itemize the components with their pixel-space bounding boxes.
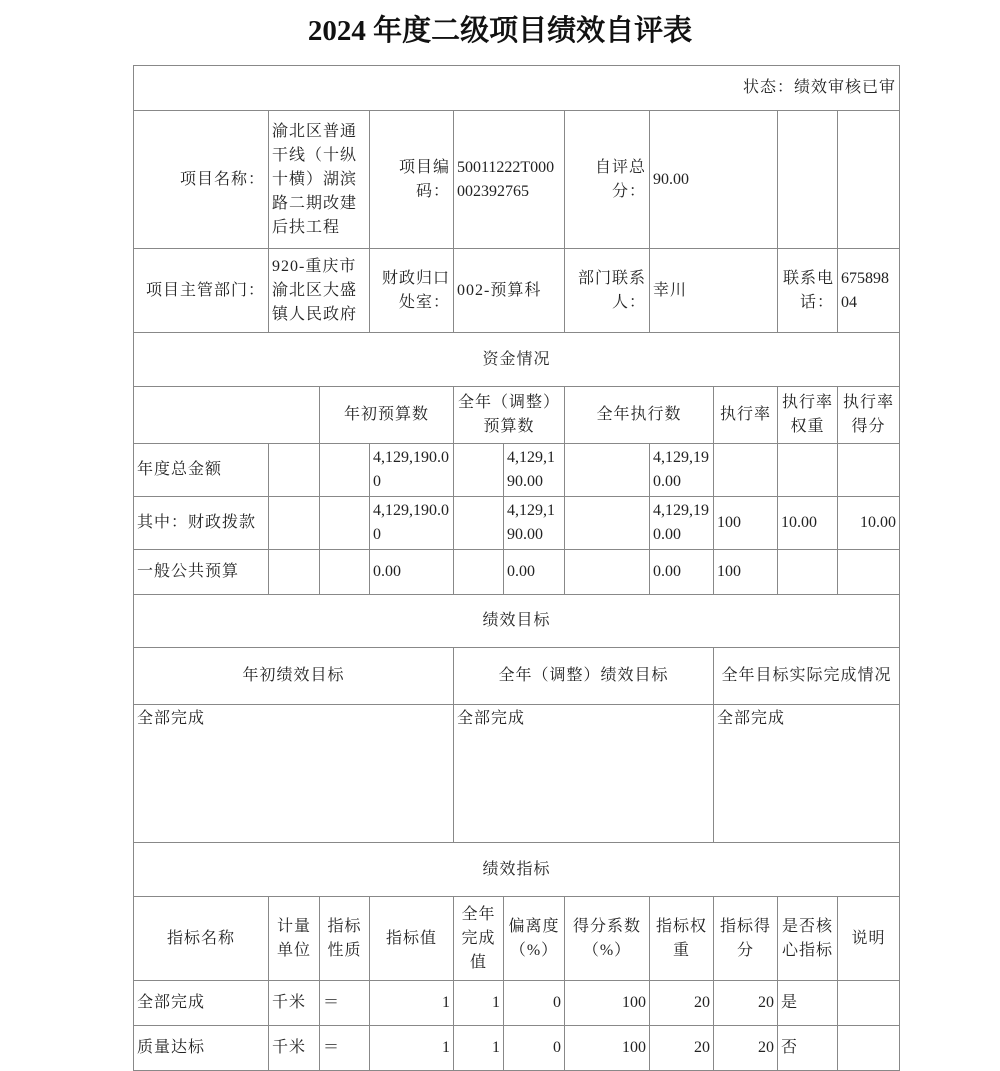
phone-label: 联系电话： <box>778 249 838 333</box>
indicator-name: 全部完成 <box>134 981 269 1026</box>
funds-header: 执行率得分 <box>838 387 900 444</box>
score-coefficient: 100 <box>565 1026 650 1071</box>
goal-initial: 全部完成 <box>134 705 454 843</box>
rate-score <box>838 444 900 497</box>
score-label: 自评总分： <box>565 111 650 249</box>
execution-rate: 100 <box>714 497 778 550</box>
indicator-header: 说明 <box>838 897 900 981</box>
note <box>838 1026 900 1071</box>
indicator-unit: 千米 <box>269 981 320 1026</box>
note <box>838 981 900 1026</box>
executed-amount: 4,129,190.00 <box>650 497 714 550</box>
empty-cell <box>454 550 504 595</box>
dept-label: 项目主管部门： <box>134 249 269 333</box>
indicator-name: 质量达标 <box>134 1026 269 1071</box>
rate-weight: 10.00 <box>778 497 838 550</box>
empty-cell <box>565 497 650 550</box>
empty-cell <box>565 444 650 497</box>
page-title: 2024 年度二级项目绩效自评表 <box>307 15 693 47</box>
rate-weight <box>778 444 838 497</box>
goals-header: 年初绩效目标 <box>134 648 454 705</box>
deviation: 0 <box>504 981 565 1026</box>
indicator-header: 指标值 <box>370 897 454 981</box>
office-label: 财政归口处室： <box>370 249 454 333</box>
table-row <box>134 1026 900 1071</box>
execution-rate <box>714 444 778 497</box>
executed-amount: 4,129,190.00 <box>650 444 714 497</box>
project-code: 50011222T000002392765 <box>454 111 565 249</box>
adjusted-budget: 4,129,190.00 <box>504 497 565 550</box>
empty-cell <box>320 550 370 595</box>
initial-budget: 4,129,190.00 <box>370 497 454 550</box>
indicator-score: 20 <box>714 1026 778 1071</box>
initial-budget: 0.00 <box>370 550 454 595</box>
indicators-section-title: 绩效指标 <box>134 843 900 897</box>
indicator-score: 20 <box>714 981 778 1026</box>
evaluation-table <box>133 65 900 1071</box>
funds-header: 执行率权重 <box>778 387 838 444</box>
funds-header: 全年（调整）预算数 <box>454 387 565 444</box>
project-code-label: 项目编码： <box>370 111 454 249</box>
indicator-header: 全年完成值 <box>454 897 504 981</box>
indicator-header: 计量单位 <box>269 897 320 981</box>
indicator-weight: 20 <box>650 1026 714 1071</box>
empty-cell <box>320 444 370 497</box>
indicator-header: 是否核心指标 <box>778 897 838 981</box>
indicator-header: 指标性质 <box>320 897 370 981</box>
indicator-header: 指标权重 <box>650 897 714 981</box>
empty-cell <box>269 550 320 595</box>
actual-value: 1 <box>454 981 504 1026</box>
goal-adjusted: 全部完成 <box>454 705 714 843</box>
empty-cell <box>454 444 504 497</box>
indicator-value: 1 <box>370 981 454 1026</box>
is-core: 否 <box>778 1026 838 1071</box>
indicators-header-row <box>134 897 900 981</box>
deviation: 0 <box>504 1026 565 1071</box>
indicator-nature: ＝ <box>320 981 370 1026</box>
contact: 幸川 <box>650 249 778 333</box>
empty-cell <box>778 111 838 249</box>
adjusted-budget: 0.00 <box>504 550 565 595</box>
initial-budget: 4,129,190.00 <box>370 444 454 497</box>
table-row <box>134 981 900 1026</box>
rate-score: 10.00 <box>838 497 900 550</box>
contact-label: 部门联系人： <box>565 249 650 333</box>
goals-header: 全年目标实际完成情况 <box>714 648 900 705</box>
indicator-nature: ＝ <box>320 1026 370 1071</box>
indicator-header: 指标得分 <box>714 897 778 981</box>
empty-cell <box>320 497 370 550</box>
indicator-header: 得分系数（%） <box>565 897 650 981</box>
goal-actual: 全部完成 <box>714 705 900 843</box>
rate-weight <box>778 550 838 595</box>
funds-row <box>134 497 900 550</box>
rate-score <box>838 550 900 595</box>
executed-amount: 0.00 <box>650 550 714 595</box>
funds-row-label: 其中：财政拨款 <box>134 497 269 550</box>
project-name: 渝北区普通干线（十纵十横）湖滨路二期改建后扶工程 <box>269 111 370 249</box>
empty-cell <box>565 550 650 595</box>
indicator-unit: 千米 <box>269 1026 320 1071</box>
empty-cell <box>134 387 320 444</box>
goals-section-title: 绩效目标 <box>134 595 900 648</box>
project-name-label: 项目名称： <box>134 111 269 249</box>
funds-header: 全年执行数 <box>565 387 714 444</box>
total-score: 90.00 <box>650 111 778 249</box>
funds-row <box>134 550 900 595</box>
status-text: 状态：绩效审核已审 <box>134 66 900 111</box>
funds-section-title: 资金情况 <box>134 333 900 387</box>
funds-header: 年初预算数 <box>320 387 454 444</box>
office: 002-预算科 <box>454 249 565 333</box>
funds-header: 执行率 <box>714 387 778 444</box>
score-coefficient: 100 <box>565 981 650 1026</box>
indicator-value: 1 <box>370 1026 454 1071</box>
execution-rate: 100 <box>714 550 778 595</box>
indicator-header: 指标名称 <box>134 897 269 981</box>
adjusted-budget: 4,129,190.00 <box>504 444 565 497</box>
empty-cell <box>838 111 900 249</box>
goals-header: 全年（调整）绩效目标 <box>454 648 714 705</box>
is-core: 是 <box>778 981 838 1026</box>
phone: 67589804 <box>838 249 900 333</box>
empty-cell <box>269 444 320 497</box>
funds-row-label: 一般公共预算 <box>134 550 269 595</box>
funds-row <box>134 444 900 497</box>
indicator-weight: 20 <box>650 981 714 1026</box>
actual-value: 1 <box>454 1026 504 1071</box>
funds-row-label: 年度总金额 <box>134 444 269 497</box>
indicator-header: 偏离度（%） <box>504 897 565 981</box>
empty-cell <box>454 497 504 550</box>
empty-cell <box>269 497 320 550</box>
dept: 920-重庆市渝北区大盛镇人民政府 <box>269 249 370 333</box>
